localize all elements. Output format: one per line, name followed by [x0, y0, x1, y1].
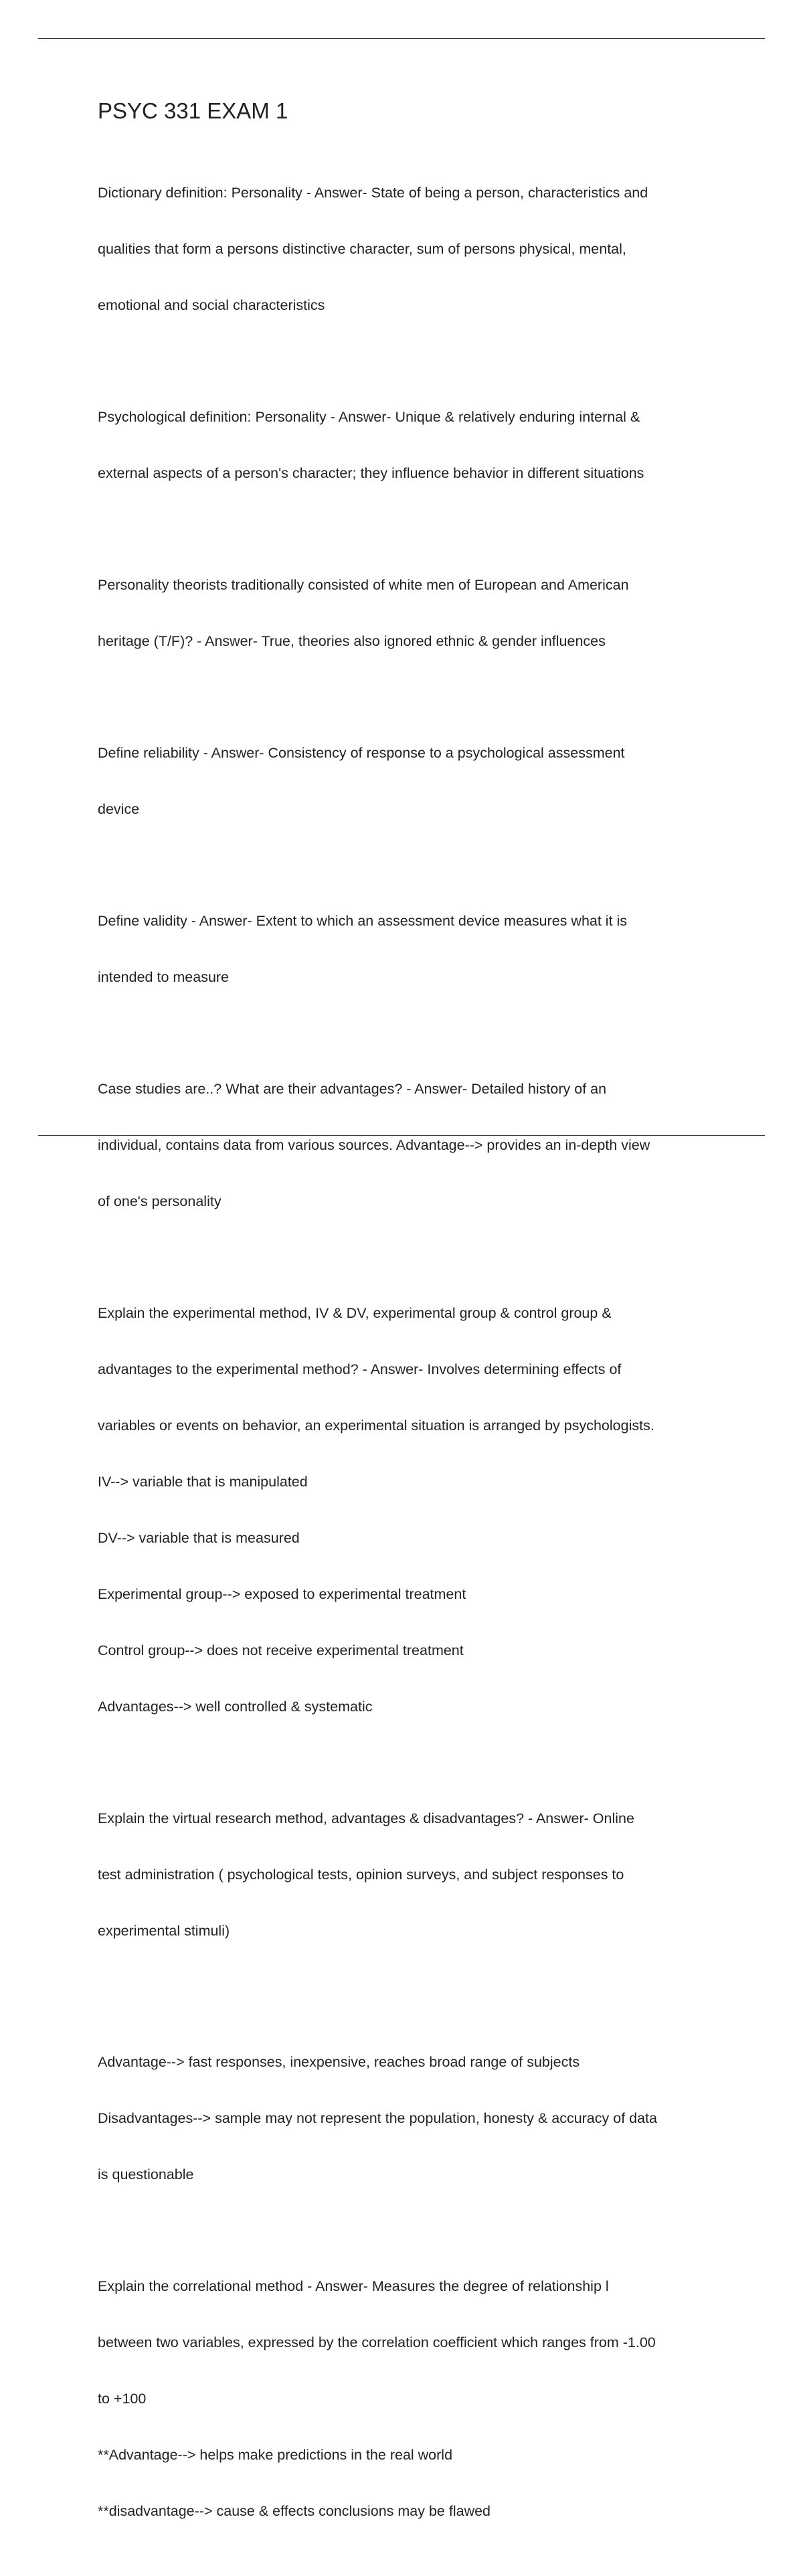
document-body [98, 96, 733, 2576]
qa-entry-virtual-research [98, 1772, 733, 2221]
text-line: DV--> variable that is measured [98, 1530, 300, 1546]
bottom-rule [38, 1135, 765, 1136]
text-line: Advantage--> fast responses, inexpensive, reaches broad range of subjects [98, 2054, 580, 2070]
qa-entry-reliability [98, 706, 733, 856]
text-line: variables or events on behavior, an experimental situation is arranged by psychologists. [98, 1418, 654, 1434]
text-line: experimental stimuli) [98, 1923, 230, 1939]
text-line: **Advantage--> helps make predictions in the real world [98, 2447, 453, 2463]
text-line: Dictionary definition: Personality - Answer- State of being a person, characteristics and [98, 185, 648, 201]
text-line: IV--> variable that is manipulated [98, 1474, 308, 1490]
text-line: Define reliability - Answer- Consistency of response to a psychological assessment [98, 745, 625, 761]
text-line: external aspects of a person's character; they influence behavior in different situations [98, 465, 644, 481]
top-rule [38, 38, 765, 39]
text-line: intended to measure [98, 969, 230, 985]
document-title: PSYC 331 EXAM 1 [98, 98, 288, 123]
qa-entry-theorists [98, 538, 733, 688]
text-line: Psychological definition: Personality - Answer- Unique & relatively enduring internal & [98, 409, 640, 425]
text-line: Personality theorists traditionally consisted of white men of European and American [98, 577, 629, 593]
qa-entry-personality-psychological [98, 370, 733, 520]
text-line: qualities that form a persons distinctive character, sum of persons physical, mental, [98, 241, 626, 257]
text-line: individual, contains data from various sources. Advantage--> provides an in-depth view [98, 1137, 650, 1153]
text-line: Explain the experimental method, IV & DV, experimental group & control group & [98, 1305, 612, 1321]
text-line: test administration ( psychological tests, opinion surveys, and subject responses to [98, 1867, 624, 1883]
text-line: Explain the virtual research method, advantages & disadvantages? - Answer- Online [98, 1810, 634, 1826]
text-line: between two variables, expressed by the correlation coefficient which ranges from -1.00 [98, 2334, 656, 2350]
blank-gap [98, 1978, 733, 2015]
qa-entry-case-studies [98, 1042, 733, 1248]
text-line: heritage (T/F)? - Answer- True, theories also ignored ethnic & gender influences [98, 633, 606, 649]
text-line: emotional and social characteristics [98, 297, 325, 313]
text-line: of one's personality [98, 1193, 221, 1209]
text-line: Explain the correlational method - Answer- Measures the degree of relationship l [98, 2278, 609, 2294]
text-line: **disadvantage--> cause & effects conclusions may be flawed [98, 2503, 491, 2519]
text-line: device [98, 801, 140, 817]
text-line: Advantages--> well controlled & systematic [98, 1699, 373, 1715]
text-line: Control group--> does not receive experimental treatment [98, 1642, 464, 1658]
qa-entry-experimental-method [98, 1266, 733, 1753]
text-line: advantages to the experimental method? - Answer- Involves determining effects of [98, 1361, 622, 1377]
text-line: Disadvantages--> sample may not represent the population, honesty & accuracy of data [98, 2110, 657, 2126]
text-line: Define validity - Answer- Extent to which an assessment device measures what it is [98, 913, 628, 929]
text-line: Experimental group--> exposed to experimental treatment [98, 1586, 466, 1602]
qa-entry-validity [98, 874, 733, 1024]
qa-entry-correlational-method [98, 2239, 733, 2558]
text-line: Case studies are..? What are their advantages? - Answer- Detailed history of an [98, 1081, 607, 1097]
text-line: is questionable [98, 2166, 194, 2182]
text-line: to +100 [98, 2391, 147, 2407]
qa-entry-personality-dictionary [98, 146, 733, 352]
